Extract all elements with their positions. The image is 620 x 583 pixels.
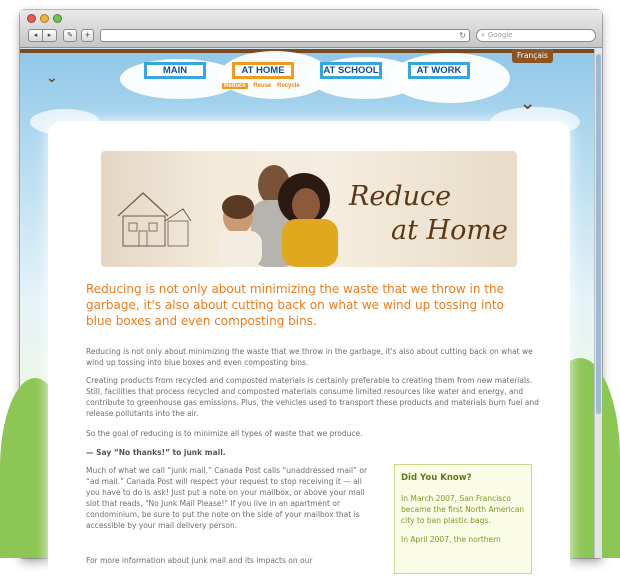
house-sketch-image (113, 181, 193, 251)
nav-at-home-button[interactable]: AT HOME (232, 62, 294, 79)
edit-bookmarks-button[interactable]: ✎ (63, 29, 77, 42)
content-panel (48, 121, 570, 581)
back-button[interactable]: ◂ (28, 29, 43, 42)
reload-icon[interactable]: ↻ (459, 31, 466, 40)
add-bookmark-button[interactable]: + (81, 29, 94, 42)
sub-navigation (222, 83, 304, 89)
nav-at-school-button[interactable]: AT SCHOOL (320, 62, 382, 79)
paragraph-more-info: For more information about junk mail and its impacts on our (86, 556, 313, 565)
banner-title-line1: Reduce (349, 181, 452, 212)
subnav-reuse-link[interactable]: Reuse (253, 83, 272, 89)
zoom-window-button[interactable] (53, 14, 62, 23)
address-bar[interactable] (100, 29, 470, 42)
nav-at-work-button[interactable]: AT WORK (408, 62, 470, 79)
bird-icon: ⌄ (520, 93, 536, 114)
top-brown-bar (20, 49, 594, 53)
browser-toolbar (20, 10, 602, 48)
paragraph-intro: Reducing is not only about minimizing the waste that we throw in the garbage, it's also about cutting back on what we wind up tossing into blue boxes and even composting bins. (86, 347, 533, 367)
scrollbar-thumb[interactable] (596, 54, 601, 414)
section-heading-junk-mail: — Say “No thanks!” to junk mail. (86, 448, 226, 457)
vertical-scrollbar[interactable] (594, 49, 602, 558)
paragraph-junk-mail: Much of what we call “junk mail,” Canada Post calls “unaddressed mail” or “ad mail.” Canada Post will respect your request to stop receiving it — all you have to do is ask! Just put a note on your mailbox, or above your mail slot that reads, "No Junk Mail Please!" If you live in an apartment or condominium, be sure to put the note on the side of your mailbox that is accessible by your mail delivery person. (86, 466, 368, 530)
did-you-know-title: Did You Know? (401, 473, 472, 483)
browser-window (20, 10, 602, 565)
forward-button[interactable]: ▸ (42, 29, 57, 42)
did-you-know-fact: In March 2007, San Francisco became the first North American city to ban plastic bags. (401, 494, 525, 525)
banner-title-line2: at Home (391, 215, 508, 246)
reduce-at-home-banner (101, 151, 517, 267)
close-window-button[interactable] (27, 14, 36, 23)
nav-main-button[interactable]: MAIN (144, 62, 206, 79)
search-icon: ⌕ (481, 31, 485, 39)
subnav-reduce-link[interactable]: Reduce (224, 83, 246, 89)
minimize-window-button[interactable] (40, 14, 49, 23)
did-you-know-fact: In April 2007, the northern (401, 535, 501, 544)
search-placeholder: Google (487, 31, 513, 39)
family-photo (196, 155, 346, 267)
paragraph-recycling: Creating products from recycled and composted materials is certainly preferable to creating them from new materials. Still, facilities that process recycled and composted materials consume limited resources like water and energy, and contribute to greenhouse gas emissions. Plus, the vehicles used to transport these products and materials burn fuel and release pollutants into the air. (86, 376, 539, 418)
page-headline: Reducing is not only about minimizing the waste that we throw in the garbage, it's also about cutting back on what we wind up tossing into blue boxes and even composting bins. (86, 282, 504, 328)
search-field[interactable] (476, 29, 596, 42)
page-viewport (20, 49, 594, 565)
bird-icon: ⌄ (46, 70, 58, 86)
did-you-know-box (394, 464, 532, 574)
paragraph-goal: So the goal of reducing is to minimize all types of waste that we produce. (86, 429, 363, 438)
language-toggle-link[interactable]: Français (512, 49, 553, 63)
subnav-recycle-link[interactable]: Recycle (277, 83, 300, 89)
